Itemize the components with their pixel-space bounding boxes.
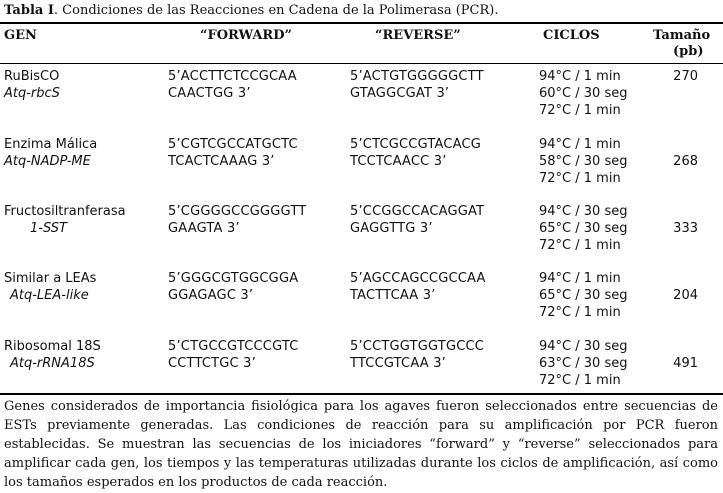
header-ciclos: CICLOS	[543, 28, 600, 43]
row-4-size: 204	[673, 288, 698, 303]
row-4-forward-1: 5’GGGCGTGGCGGA	[168, 271, 299, 286]
table-caption-text: . Condiciones de las Reacciones en Cadena de la Polimerasa (PCR).	[53, 3, 499, 18]
row-5-cycle-3: 72°C / 1 min	[539, 373, 621, 388]
row-1-reverse-1: 5’ACTGTGGGGGCTT	[350, 69, 484, 84]
row-1-size: 270	[673, 69, 698, 84]
row-3-cycle-1: 94°C / 30 seg	[539, 204, 628, 219]
row-1-reverse-2: GTAGGCGAT 3’	[350, 86, 450, 101]
row-5-reverse-1: 5’CCTGGTGGTGCCC	[350, 339, 485, 354]
row-1-cycle-2: 60°C / 30 seg	[539, 86, 628, 101]
row-3-gene: 1-SST	[30, 221, 67, 236]
row-1-cycle-1: 94°C / 1 min	[539, 69, 621, 84]
row-1-gene: Atq-rbcS	[4, 86, 60, 101]
row-1-forward-1: 5’ACCTTCTCCGCAA	[168, 69, 297, 84]
row-3-cycle-3: 72°C / 1 min	[539, 238, 621, 253]
row-5-reverse-2: TTCCGTCAA 3’	[350, 356, 446, 371]
row-2-reverse-1: 5’CTCGCCGTACACG	[350, 137, 482, 152]
row-2-forward-1: 5’CGTCGCCATGCTC	[168, 137, 298, 152]
row-5-cycle-2: 63°C / 30 seg	[539, 356, 628, 371]
header-rule	[0, 63, 723, 64]
row-4-cycle-1: 94°C / 1 min	[539, 271, 621, 286]
header-reverse: “REVERSE”	[375, 28, 461, 43]
row-4-reverse-1: 5’AGCCAGCCGCCAA	[350, 271, 486, 286]
row-2-cycle-3: 72°C / 1 min	[539, 171, 621, 186]
row-3-name: Fructosiltranferasa	[4, 204, 126, 219]
row-3-reverse-1: 5’CCGGCCACAGGAT	[350, 204, 485, 219]
top-rule	[0, 22, 723, 24]
table-caption	[4, 3, 498, 18]
row-2-cycle-2: 58°C / 30 seg	[539, 154, 628, 169]
row-4-reverse-2: TACTTCAA 3’	[350, 288, 436, 303]
row-2-reverse-2: TCCTCAACC 3’	[350, 154, 447, 169]
row-1-name: RuBisCO	[4, 69, 60, 84]
bottom-rule	[0, 393, 723, 395]
row-3-reverse-2: GAGGTTG 3’	[350, 221, 433, 236]
row-5-forward-1: 5’CTGCCGTCCCGTC	[168, 339, 299, 354]
row-3-size: 333	[673, 221, 698, 236]
row-3-forward-1: 5’CGGGGCCGGGGTT	[168, 204, 307, 219]
header-forward: “FORWARD”	[200, 28, 292, 43]
row-4-gene: Atq-LEA-like	[10, 288, 89, 303]
row-4-name: Similar a LEAs	[4, 271, 97, 286]
row-5-forward-2: CCTTCTGC 3’	[168, 356, 256, 371]
row-1-forward-2: CAACTGG 3’	[168, 86, 251, 101]
row-5-cycle-1: 94°C / 30 seg	[539, 339, 628, 354]
row-2-forward-2: TCACTCAAAG 3’	[168, 154, 275, 169]
row-2-cycle-1: 94°C / 1 min	[539, 137, 621, 152]
table-footnote: Genes considerados de importancia fisiológica para los agaves fueron seleccionados entre secuencias de ESTs previamente generadas. Las condiciones de reacción para su amplificación por PCR fueron establecidas. Se muestran las secuencias de los iniciadores “forward” y “reverse” seleccionados para amplificar cada gen, los tiempos y las temperaturas utilizadas durante los ciclos de amplificación, así como los tamaños esperados en los productos de cada reacción.	[4, 399, 718, 490]
table-label: Tabla I	[4, 3, 54, 18]
row-5-gene: Atq-rRNA18S	[10, 356, 95, 371]
row-2-size: 268	[673, 154, 698, 169]
header-gen: GEN	[4, 28, 37, 43]
header-tamano: Tamaño	[653, 28, 711, 43]
row-5-size: 491	[673, 356, 698, 371]
header-tamano-unit: (pb)	[673, 44, 704, 59]
row-3-forward-2: GAAGTA 3’	[168, 221, 240, 236]
row-4-forward-2: GGAGAGC 3’	[168, 288, 254, 303]
row-5-name: Ribosomal 18S	[4, 339, 101, 354]
row-2-name: Enzima Málica	[4, 137, 98, 152]
row-1-cycle-3: 72°C / 1 min	[539, 103, 621, 118]
row-2-gene: Atq-NADP-ME	[4, 154, 91, 169]
row-4-cycle-2: 65°C / 30 seg	[539, 288, 628, 303]
row-4-cycle-3: 72°C / 1 min	[539, 305, 621, 320]
row-3-cycle-2: 65°C / 30 seg	[539, 221, 628, 236]
